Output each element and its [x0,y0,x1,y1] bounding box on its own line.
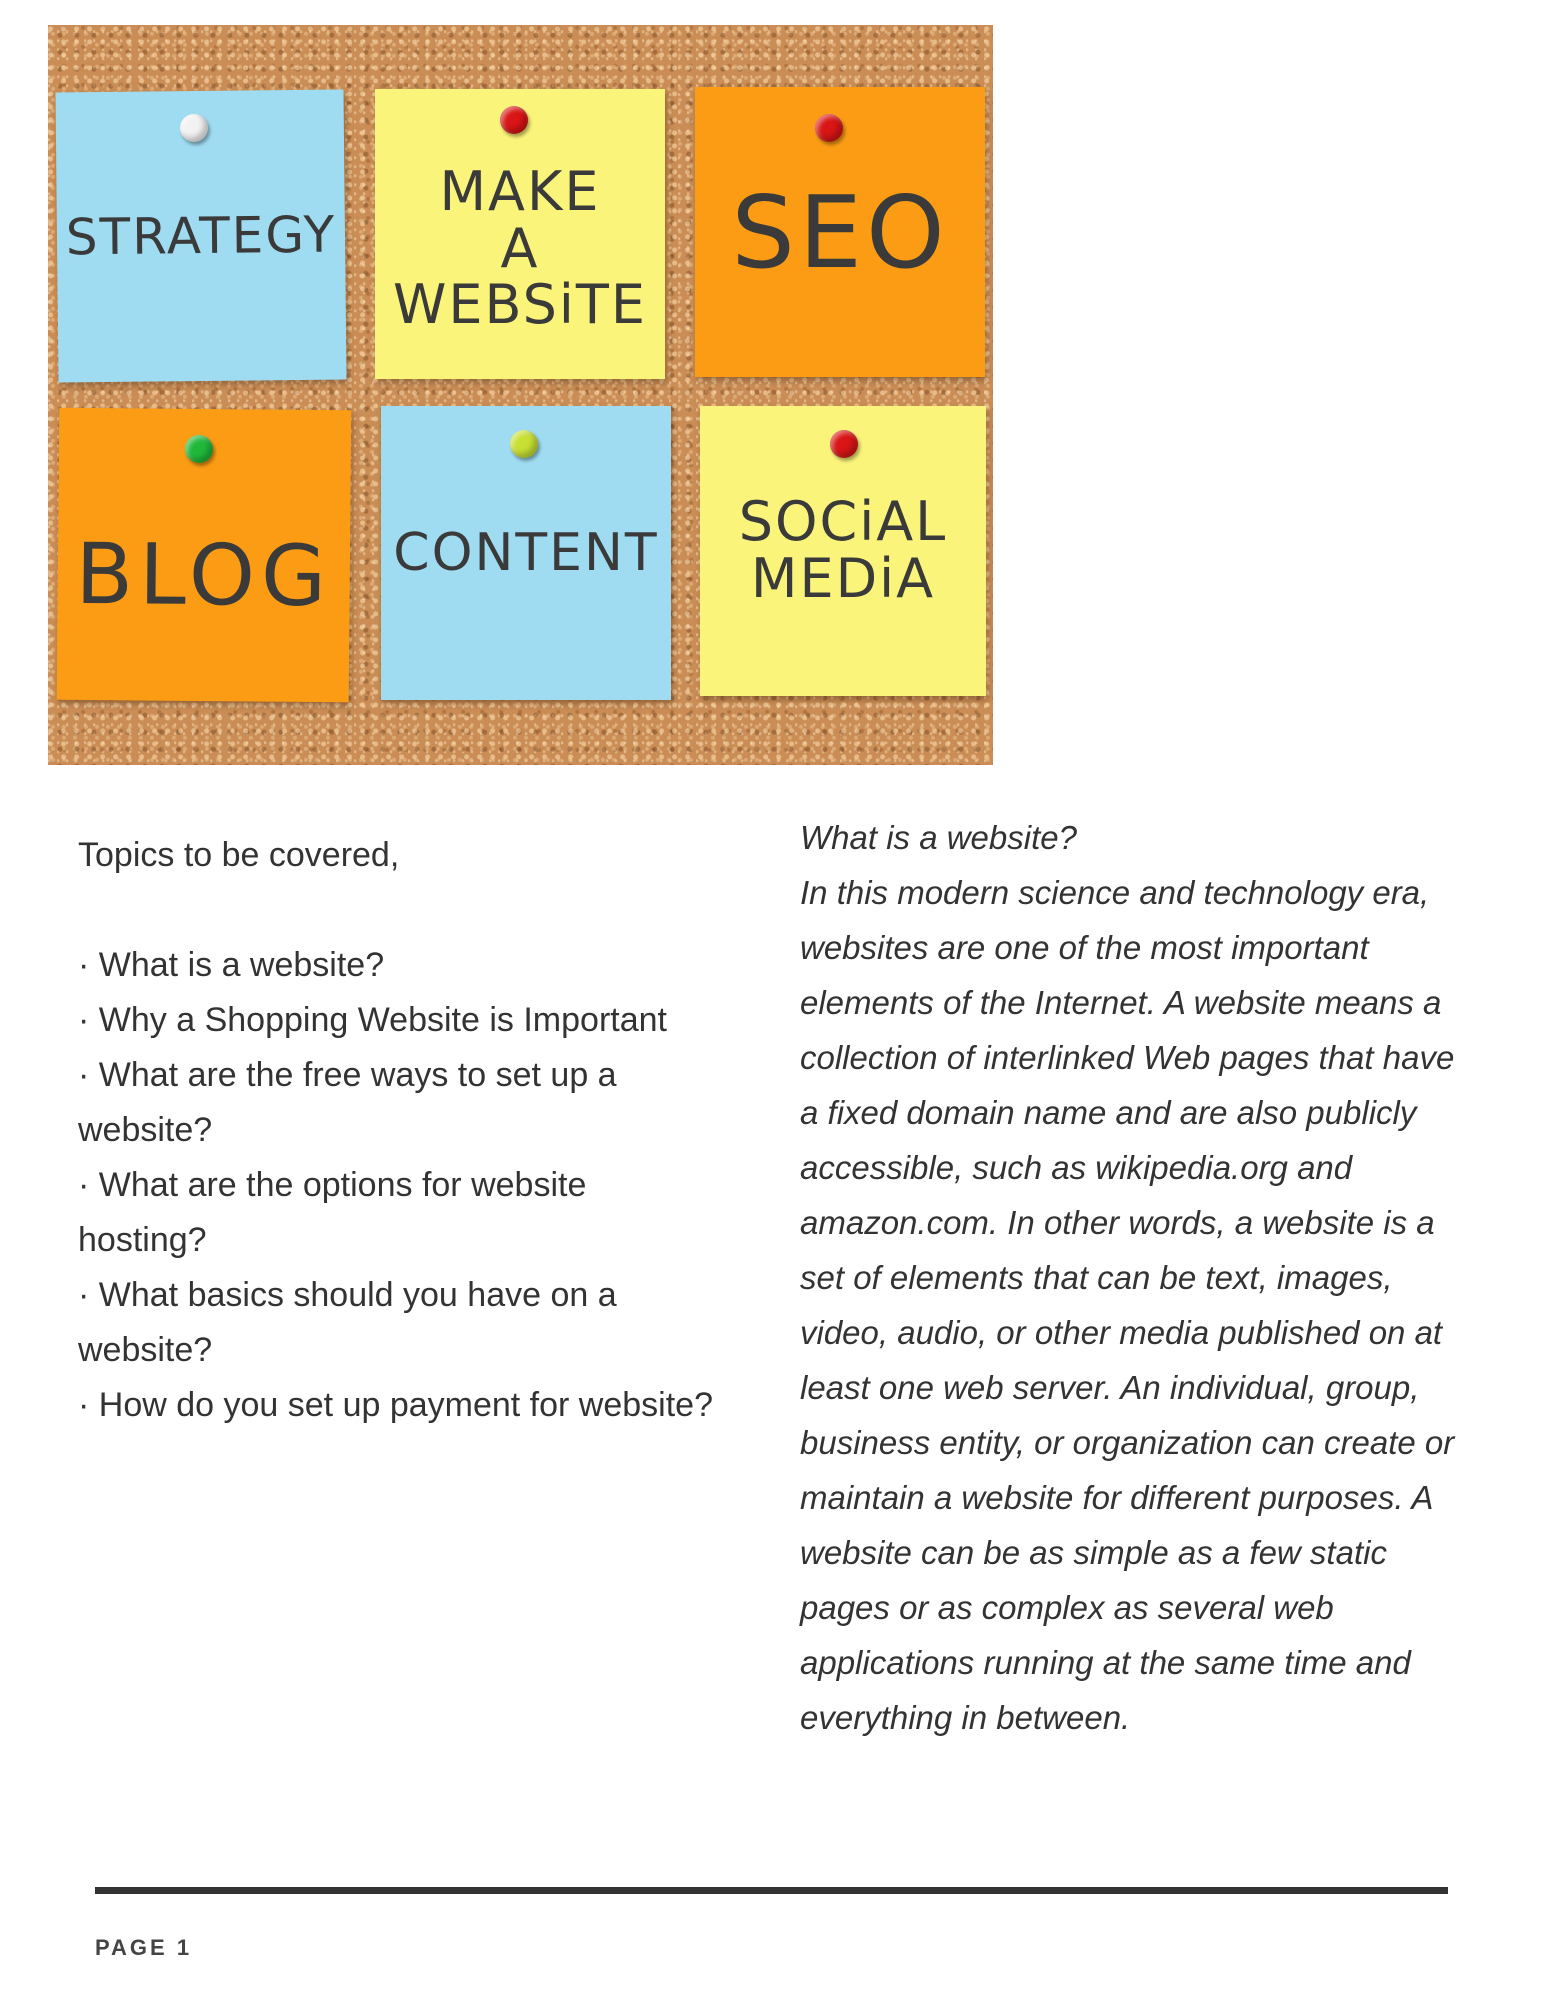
push-pin-icon [510,430,538,458]
article-title: What is a website? [800,819,1077,856]
list-item: · What basics should you have on a website? [78,1276,617,1369]
push-pin-icon [185,435,213,463]
article-section [800,810,1460,1745]
sticky-note-label: STRATEGY [65,205,337,267]
topics-heading: Topics to be covered, [78,836,400,874]
list-item: · What are the free ways to set up a website? [78,1056,617,1149]
sticky-note-label: SOCiAL MEDiA [738,490,948,610]
footer-divider [95,1887,1448,1894]
sticky-note-label: MAKE A WEBSiTE [393,159,647,337]
page-number: PAGE 1 [95,1935,193,1960]
list-item: · Why a Shopping Website is Important [78,1001,667,1039]
sticky-note-label: CONTENT [393,522,659,583]
list-item: · How do you set up payment for website? [78,1386,713,1424]
corkboard-illustration [48,25,993,765]
push-pin-icon [830,430,858,458]
push-pin-icon [180,114,208,142]
sticky-note-label: BLOG [75,524,333,626]
article-body: In this modern science and technology era, websites are one of the most important elements of the Internet. A website means a collection of interlinked Web pages that have a fixed domain name and are also publicly accessible, such as wikipedia.org and amazon.com. In other words, a website is a set of elements that can be text, images, video, audio, or other media published on at least one web server. An individual, group, business entity, or organization can create or maintain a website for different purposes. A website can be as simple as a few static pages or as complex as several web applications running at the same time and everything in between. [800,874,1455,1736]
topics-section [78,828,718,1433]
list-item: · What are the options for website hosting? [78,1166,587,1259]
list-item: · What is a website? [78,946,385,984]
push-pin-icon [500,106,528,134]
topics-list [78,938,718,1433]
push-pin-icon [815,114,843,142]
sticky-note-label: SEO [731,173,949,291]
